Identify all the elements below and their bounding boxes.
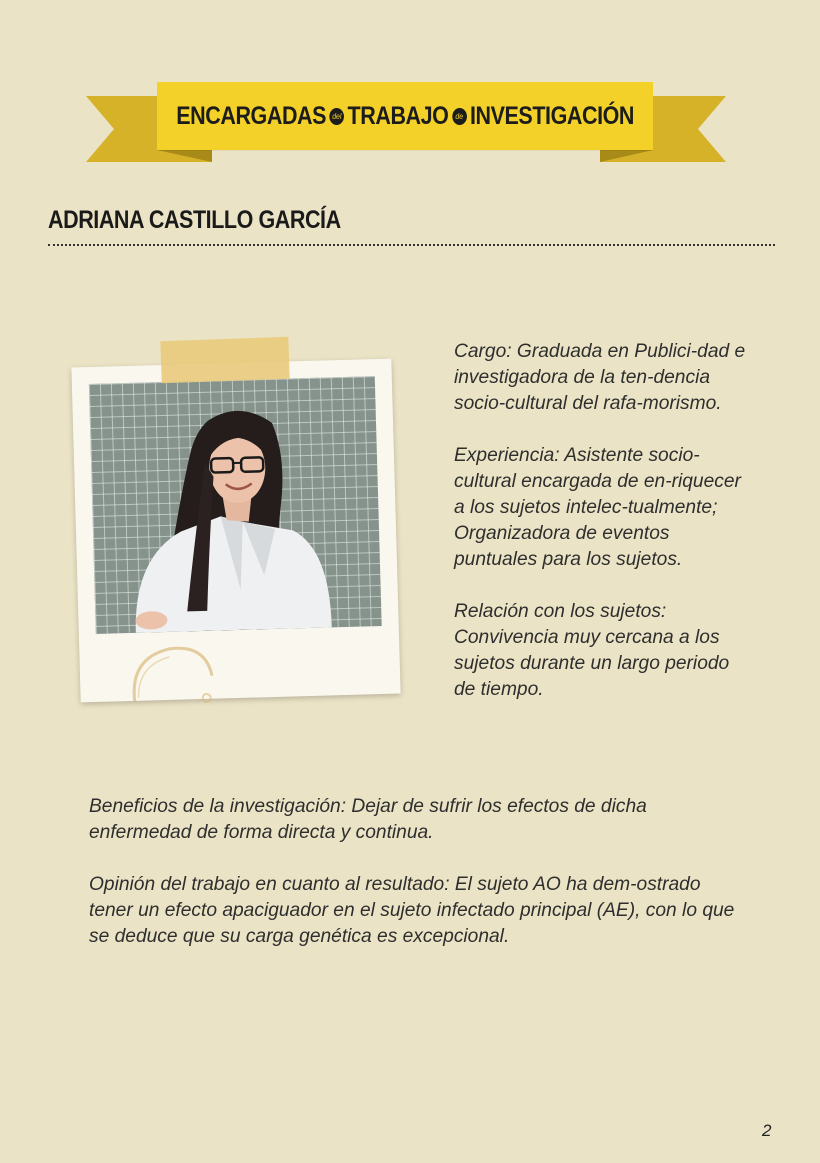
detail-relacion: Relación con los sujetos: Convivencia muy cercana a los sujetos durante un largo periodo de tiempo. bbox=[454, 601, 730, 700]
masking-tape bbox=[160, 337, 289, 383]
page-number: 2 bbox=[762, 1121, 772, 1140]
title-connector-de: de bbox=[452, 108, 467, 125]
dotted-divider bbox=[48, 244, 775, 246]
title-word-3: INVESTIGACIÓN bbox=[469, 101, 634, 130]
title-word-1: ENCARGADAS bbox=[176, 101, 326, 130]
opinion-paragraph: Opinión del trabajo en cuanto al resultado: El sujeto AO ha dem-ostrado tener un efecto apaciguador en el sujeto infectado principal (AE), con lo que se deduce que su carga genética es excepcional. bbox=[89, 874, 735, 947]
page-title bbox=[176, 102, 634, 131]
person-name: ADRIANA CASTILLO GARCÍA bbox=[48, 206, 341, 234]
portrait-photo bbox=[89, 376, 382, 634]
detail-cargo: Cargo: Graduada en Publici-dad e investigadora de la ten-dencia socio-cultural del rafa-morismo. bbox=[454, 341, 746, 414]
coffee-stain bbox=[123, 636, 217, 711]
polaroid-frame bbox=[71, 359, 400, 703]
person-details bbox=[454, 339, 754, 729]
title-ribbon bbox=[157, 82, 653, 150]
portrait-illustration bbox=[89, 376, 382, 634]
detail-experiencia: Experiencia: Asistente socio-cultural encargada de en-riquecer a los sujetos intelec-tualmente; Organizadora de eventos puntuales para los sujetos. bbox=[454, 445, 741, 570]
title-word-2: TRABAJO bbox=[347, 101, 449, 130]
title-connector-del: del bbox=[329, 108, 344, 125]
benefits-paragraph: Beneficios de la investigación: Dejar de sufrir los efectos de dicha enfermedad de forma directa y continua. bbox=[89, 796, 647, 843]
research-summary bbox=[89, 794, 739, 976]
